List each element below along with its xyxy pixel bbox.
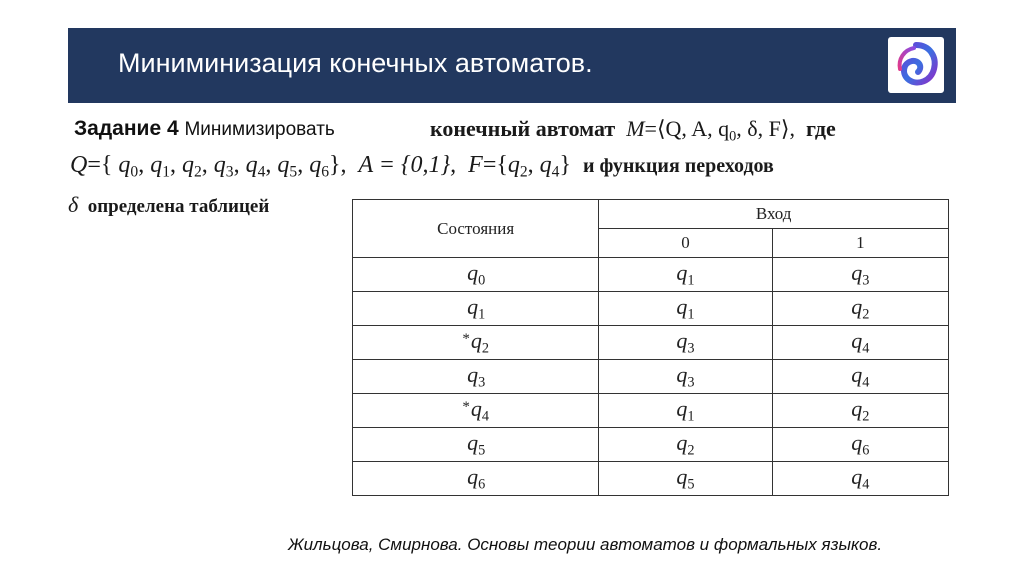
task-line-3 <box>68 192 269 218</box>
line2-Q: Q <box>70 152 88 178</box>
state-sub: 3 <box>225 163 234 181</box>
on1-symbol: q <box>851 395 863 421</box>
line1-words: конечный автомат <box>430 116 616 141</box>
state-symbol: q <box>467 259 479 285</box>
transition-table <box>352 199 949 496</box>
task-line-1 <box>430 116 836 145</box>
on0-index: 5 <box>687 476 695 493</box>
line2-F: F <box>468 152 483 178</box>
state-sub: 1 <box>162 163 170 181</box>
line1-M: M <box>626 116 645 141</box>
header-states: Состояния <box>353 200 599 258</box>
on1-index: 2 <box>862 306 870 323</box>
line2-Q-prefix: ={ <box>87 152 113 178</box>
header-input: Вход <box>599 200 949 229</box>
state-q: q <box>277 152 290 178</box>
on0-symbol: q <box>676 259 688 285</box>
line2-A-def: A = {0,1}, <box>358 152 457 178</box>
state-q: q <box>245 152 258 178</box>
state-index: 0 <box>478 272 486 289</box>
line2-states: $q_0$, $q_1$, $q_2$, $q_3$, $q_4$, $q_5$, $q_6$ <box>118 152 329 181</box>
state-cell <box>353 462 599 496</box>
on0-index: 1 <box>687 306 695 323</box>
state-symbol: q <box>467 429 479 455</box>
state-sub: 4 <box>257 163 266 181</box>
state-cell <box>353 428 599 462</box>
header-input-0: 0 <box>599 229 772 258</box>
on1-index: 3 <box>862 272 870 289</box>
state-q: q <box>213 152 226 178</box>
state-cell <box>353 292 599 326</box>
on1-cell <box>772 462 948 496</box>
on1-index: 4 <box>862 476 870 493</box>
f-state-q: q <box>507 152 520 178</box>
state-cell <box>353 360 599 394</box>
on1-cell <box>772 360 948 394</box>
state-sub: 5 <box>289 163 298 181</box>
on1-cell <box>772 258 948 292</box>
on0-cell <box>599 360 772 394</box>
final-star: * <box>462 330 470 347</box>
line1-eq: =⟨Q, A, q <box>644 116 730 141</box>
on1-index: 4 <box>862 374 870 391</box>
on0-cell <box>599 462 772 496</box>
state-index: 3 <box>478 374 486 391</box>
state-cell <box>353 326 599 360</box>
table-header-row <box>353 200 949 229</box>
f-state-sub: 2 <box>519 163 528 181</box>
on1-cell <box>772 428 948 462</box>
table-row <box>353 462 949 496</box>
state-index: 2 <box>481 340 489 357</box>
table-row <box>353 292 949 326</box>
on1-cell <box>772 292 948 326</box>
table-row <box>353 394 949 428</box>
line1-eq-sub: 0 <box>729 128 737 145</box>
state-symbol: q <box>467 293 479 319</box>
line2-tail: и функция переходов <box>583 155 774 177</box>
swirl-logo-icon <box>890 39 942 91</box>
state-sub: 6 <box>321 163 329 181</box>
on0-index: 1 <box>687 408 695 425</box>
on0-cell <box>599 258 772 292</box>
citation: Жильцова, Смирнова. Основы теории автоматов и формальных языков. <box>288 535 883 554</box>
task-heading <box>74 117 335 141</box>
task-text: Минимизировать <box>184 119 335 140</box>
on1-cell <box>772 326 948 360</box>
on0-cell <box>599 394 772 428</box>
table-row <box>353 258 949 292</box>
header-input-1: 1 <box>772 229 948 258</box>
on1-index: 2 <box>862 408 870 425</box>
on0-cell <box>599 326 772 360</box>
state-index: 4 <box>481 408 489 425</box>
on0-symbol: q <box>676 395 688 421</box>
on1-symbol: q <box>851 463 863 489</box>
on0-index: 3 <box>687 340 695 357</box>
state-q: q <box>182 152 194 178</box>
state-sub: 2 <box>194 163 202 181</box>
state-index: 1 <box>478 306 486 323</box>
on0-index: 3 <box>687 374 695 391</box>
state-sub: 0 <box>130 163 139 181</box>
f-state-q: q <box>539 152 552 178</box>
task-line-2: Q={ $q_0$, $q_1$, $q_2$, $q_3$, $q_4$, $q_5$, $q_6$}, A = {0,1}, $F=\{q_2$, $q_4$} и функция переходов <box>70 152 774 181</box>
line1-eq-rest: , δ, F⟩, <box>736 116 795 141</box>
on1-symbol: q <box>851 429 863 455</box>
on0-cell <box>599 292 772 326</box>
on1-cell <box>772 394 948 428</box>
task-label: Задание 4 <box>74 117 179 140</box>
top-bar <box>0 0 1024 28</box>
table-row <box>353 326 949 360</box>
state-cell <box>353 258 599 292</box>
on1-symbol: q <box>851 361 863 387</box>
on1-index: 6 <box>862 442 870 459</box>
state-symbol: q <box>467 463 479 489</box>
line3-delta: δ <box>68 192 79 217</box>
on0-symbol: q <box>676 361 688 387</box>
slide-header <box>68 28 956 103</box>
on0-cell <box>599 428 772 462</box>
state-cell <box>353 394 599 428</box>
final-star: * <box>462 398 470 415</box>
on0-symbol: q <box>676 293 688 319</box>
on1-symbol: q <box>851 293 863 319</box>
on1-index: 4 <box>862 340 870 357</box>
state-index: 5 <box>478 442 486 459</box>
on1-symbol: q <box>851 259 863 285</box>
table-row <box>353 360 949 394</box>
on0-symbol: q <box>676 463 688 489</box>
slide-title: Миниминизация конечных автоматов. <box>118 48 593 78</box>
state-q: q <box>309 152 322 178</box>
state-symbol: q <box>470 327 482 353</box>
on0-index: 2 <box>687 442 695 459</box>
logo <box>888 37 944 93</box>
on0-symbol: q <box>676 429 688 455</box>
state-q: q <box>118 152 131 178</box>
state-q: q <box>150 152 163 178</box>
state-symbol: q <box>470 395 482 421</box>
line1-tail: где <box>805 116 836 141</box>
line2-F-prefix: ={ <box>482 152 508 178</box>
f-state-sub: 4 <box>551 163 560 181</box>
table-row <box>353 428 949 462</box>
state-symbol: q <box>467 361 479 387</box>
state-index: 6 <box>478 476 486 493</box>
on0-symbol: q <box>676 327 688 353</box>
on0-index: 1 <box>687 272 695 289</box>
on1-symbol: q <box>851 327 863 353</box>
line3-text: определена таблицей <box>87 196 270 217</box>
